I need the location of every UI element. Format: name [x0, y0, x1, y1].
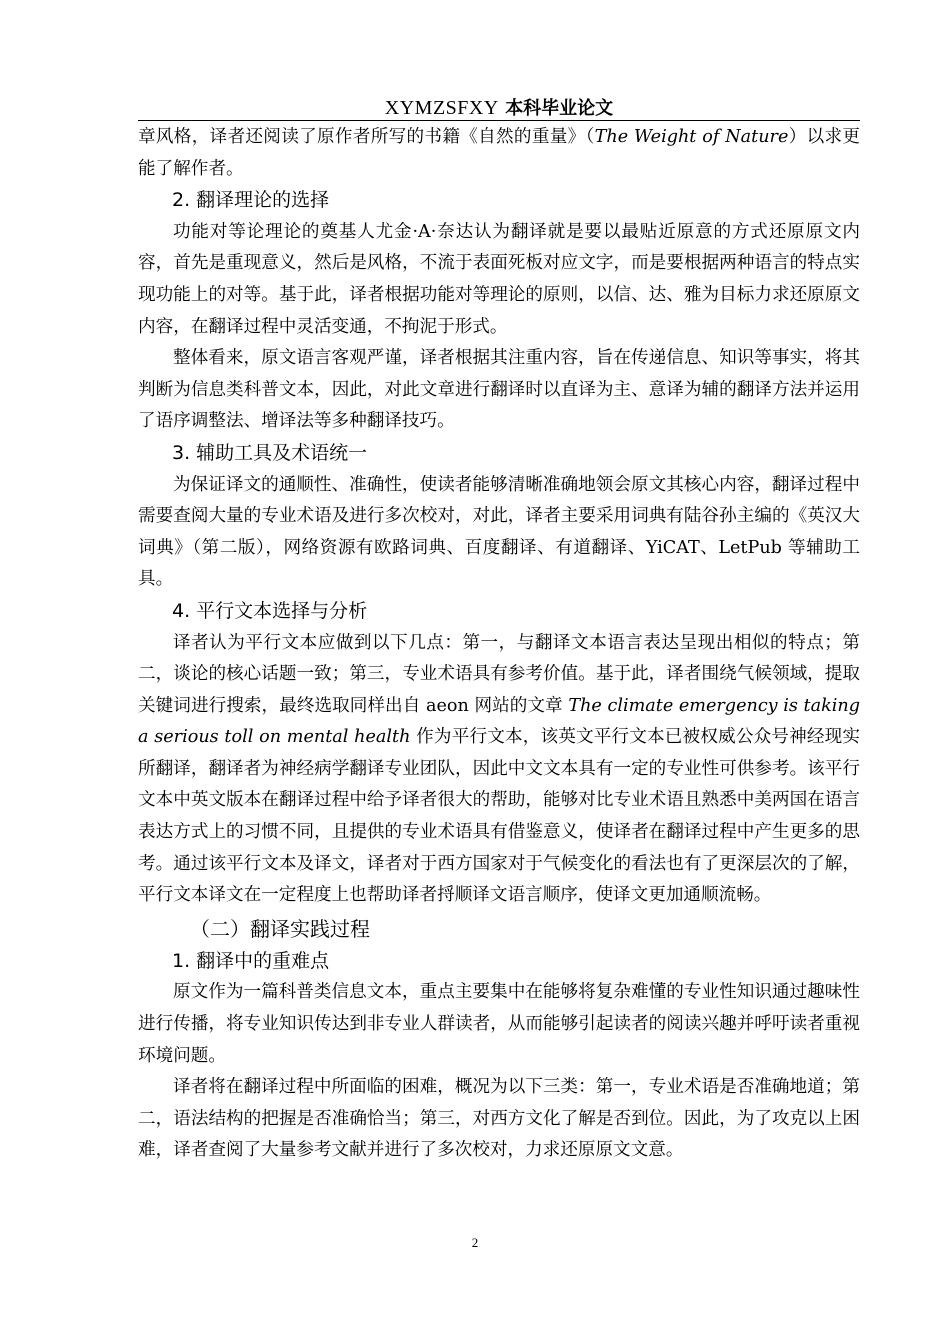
page-number: 2 — [471, 1235, 479, 1250]
header-latin-title: XYMZSFXY — [384, 97, 499, 119]
heading-practice-process: （二）翻译实践过程 — [190, 916, 370, 941]
heading-tools-terms: 3. 辅助工具及术语统一 — [172, 441, 368, 464]
header-divider — [138, 120, 860, 121]
paragraph-functional-equivalence: 功能对等论理论的奠基人尤金·A·奈达认为翻译就是要以最贴近原意的方式还原原文内容，首先是重现意义，然后是风格，不流于表面死板对应文字，而是要根据两种语言的特点实现功能上的对等。基于此，译者根据功能对等理论的原则，以信、达、雅为目标力求还原原文内容，在翻译过程中灵活变通，不拘泥于形式。 — [138, 221, 860, 337]
page-header — [138, 94, 860, 120]
header-chinese-title: 本科毕业论文 — [505, 98, 614, 119]
paragraph-continued: 章风格，译者还阅读了原作者所写的书籍《自然的重量》（The Weight of Nature）以求更能了解作者。 — [138, 127, 860, 179]
heading-difficulties: 1. 翻译中的重难点 — [172, 949, 330, 972]
document-body — [138, 122, 860, 1167]
heading-parallel-text: 4. 平行文本选择与分析 — [172, 599, 368, 622]
paragraph-overall-view: 整体看来，原文语言客观严谨，译者根据其注重内容，旨在传递信息、知识等事实，将其判断为信息类科普文本，因此，对此文章进行翻译时以直译为主、意译为辅的翻译方法并运用了语序调整法、增译法等多种翻译技巧。 — [138, 348, 860, 432]
paragraph-tools: 为保证译文的通顺性、准确性，使读者能够清晰准确地领会原文其核心内容，翻译过程中需要查阅大量的专业术语及进行多次校对，对此，译者主要采用词典有陆谷孙主编的《英汉大词典》（第二版），网络资源有欧路词典、百度翻译、有道翻译、YiCAT、LetPub 等辅助工具。 — [138, 474, 860, 590]
paragraph-difficulties: 译者将在翻译过程中所面临的困难，概况为以下三类：第一，专业术语是否准确地道；第二，语法结构的把握是否准确恰当；第三，对西方文化了解是否到位。因此，为了攻克以上困难，译者查阅了大量参考文献并进行了多次校对，力求还原原文文意。 — [138, 1077, 860, 1161]
paragraph-parallel-text: 译者认为平行文本应做到以下几点：第一，与翻译文本语言表达呈现出相似的特点；第二，谈论的核心话题一致；第三，专业术语具有参考价值。基于此，译者围绕气候领域，提取关键词进行搜索，最终选取同样出自 aeon 网站的文章 The climate emergency is taking a serious toll on mental health 作为平行文本，该英文平行文本已被权威公众号神经现实所翻译，翻译者为神经病学翻译专业团队，因此中文文本具有一定的专业性可供参考。该平行文本中英文版本在翻译过程中给予译者很大的帮助，能够对比专业术语且熟悉中美两国在语言表达方式上的习惯不同，且提供的专业术语具有借鉴意义，使译者在翻译过程中产生更多的思考。通过该平行文本及译文，译者对于西方国家对于气候变化的看法也有了更深层次的了解，平行文本译文在一定程度上也帮助译者捋顺译文语言顺序，使译文更加通顺流畅。 — [138, 632, 860, 906]
heading-translation-theory: 2. 翻译理论的选择 — [172, 189, 330, 212]
paragraph-source-text: 原文作为一篇科普类信息文本，重点主要集中在能够将复杂难懂的专业性知识通过趣味性进行传播，将专业知识传达到非专业人群读者，从而能够引起读者的阅读兴趣并呼吁读者重视环境问题。 — [138, 982, 860, 1066]
